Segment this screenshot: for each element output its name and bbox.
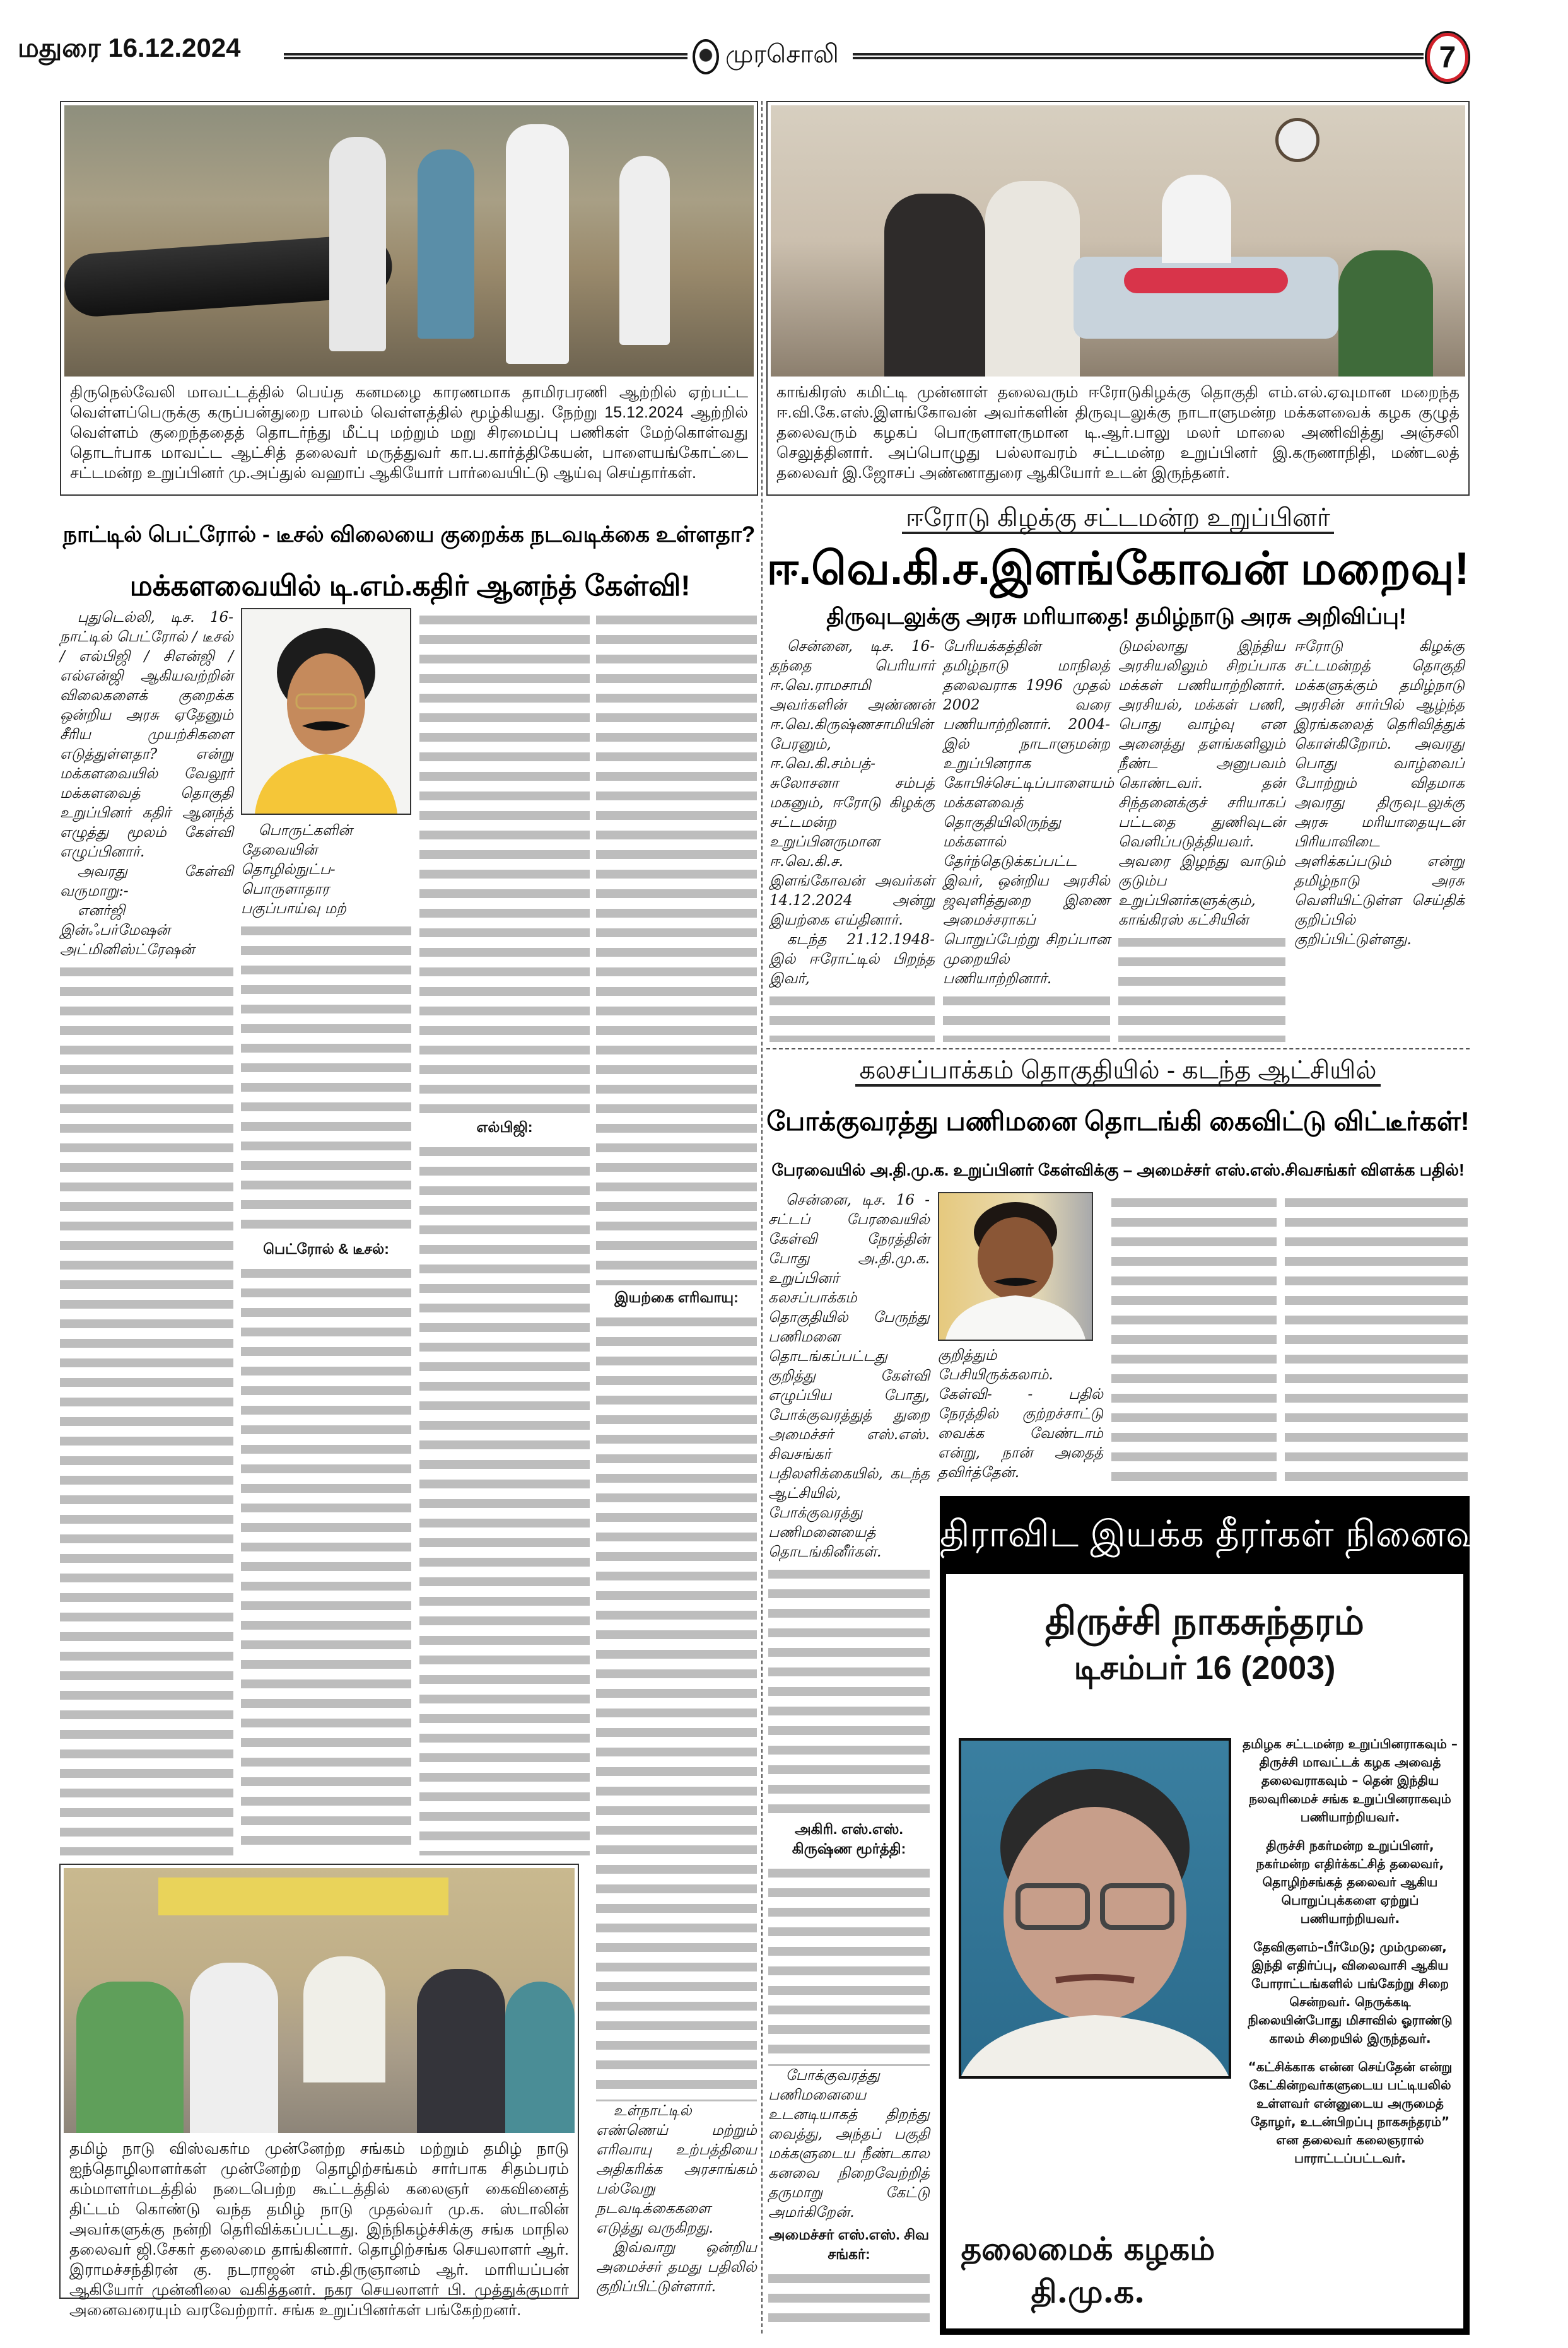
article-text: பேரியக்கத்தின் தமிழ்நாடு மாநிலத் தலைவராக 1996 முதல் 2002 வரை பணியாற்றினார். 2004-இல் நாடாளுமன்ற உறுப்பினராக கோபிச்செட்டிப்பாளையம் மக்களவைத் தொகுதியிலிருந்து மக்களால் தேர்ந்தெடுக்கப்பட்ட இவர், ஒன்றிய அரசில் ஜவுளித்துறை இணை அமைச்சராகப் பொறுப்பேற்று சிறப்பான முறையில் பணியாற்றினார். xyxy=(943,638,1115,987)
subhead-petrol-diesel: பெட்ரோல் & டீசல்: xyxy=(263,1241,389,1257)
text-lines xyxy=(419,1142,590,1855)
article-text: சென்னை, டிச. 16- தந்தை பெரியார் ஈ.வெ.ராமசாமி அவர்களின் அண்ணன் ஈ.வெ.கிருஷ்ணசாமியின் பேரனும், ஈ.வெ.கி.சம்பத்- சுலோசனா சம்பத் மகனும், ஈரோடு கிழக்கு சட்டமன்ற உறுப்பினருமான ஈ.வெ.கி.ச. இளங்கோவன் அவர்கள் 14.12.2024 அன்று இயற்கை எய்தினார். xyxy=(769,638,935,928)
tribute-photo xyxy=(771,105,1465,377)
photo-caption: தமிழ் நாடு விஸ்வகர்ம முன்னேற்ற சங்கம் மற்றும் தமிழ் நாடு ஐந்தொழிலாளர்கள் முன்னேற்ற தொழிற்சங்கம் சார்பாக சிதம்பரம் கம்மாளர்மடத்தில் நடைபெற்ற கூட்டத்தில் கலைஞர் கைவினைத் திட்டம் கொண்டு வந்த தமிழ் நாடு முதல்வர் மு.க. ஸ்டாலின் அவர்களுக்கு நன்றி தெரிவிக்கப்பட்டது. இந்நிகழ்ச்சிக்கு சங்க மாநில தலைவர் ஜி.சேகர் தலைமை தாங்கினார். தொழிற்சங்க செயலாளர் ஆர். இராமச்சந்திரன் கு. நடராஜன் எம்.திருஞானம் ஆர். மாரியப்பன் ஆகியோர் முன்னிலை வகித்தனர். நகர செயலாளர் பி. முத்துக்குமார் அனைவரையும் வரவேற்றார். சங்க உறுப்பினர்கள் பங்கேற்றனர். xyxy=(69,2140,569,2319)
photo-tribute xyxy=(766,101,1470,496)
transport-kicker xyxy=(766,1056,1470,1085)
page-number: 7 xyxy=(1439,40,1456,74)
fuel-headline: நாட்டில் பெட்ரோல் - டீசல் விலையை குறைக்க நடவடிக்கை உள்ளதா? xyxy=(62,522,756,547)
fuel-column-3 xyxy=(419,608,590,1855)
fuel-column-2 xyxy=(241,821,411,1855)
masthead-rule-right xyxy=(853,53,1424,59)
article-text: புதுடெல்லி, டிச. 16- நாட்டில் பெட்ரோல் / டீசல் / எல்பிஜி / சிஎன்ஜி / எல்என்ஜி ஆகியவற்றின் விலைகளைக் குறைக்க ஒன்றிய அரசு ஏதேனும் சீரிய முயற்சிகளை எடுத்துள்ளதா? என்று மக்களவையில் வேலூர் மக்களவைத் தொகுதி உறுப்பினர் கதிர் ஆனந்த் எழுத்து மூலம் கேள்வி எழுப்பினார். xyxy=(60,609,233,860)
transport-column-3 xyxy=(1111,1191,1277,1490)
elangovan-column-4 xyxy=(1294,637,1465,1042)
elangovan-column-2 xyxy=(943,637,1115,1042)
memorial-para: தமிழக சட்டமன்ற உறுப்பினராகவும் – திருச்சி மாவட்டக் கழக அவைத் தலைவராகவும் – தென் இந்திய நலவுரிமைச் சங்க உறுப்பினராகவும் பணியாற்றியவர். xyxy=(1243,1736,1458,1825)
masthead-rule-left xyxy=(284,53,687,59)
memorial-para: திருச்சி நகர்மன்ற உறுப்பினர், நகர்மன்ற எதிர்க்கட்சித் தலைவர், தொழிற்சங்கத் தலைவர் ஆகிய பொறுப்புக்களை ஏற்றுப் பணியாற்றியவர். xyxy=(1256,1838,1444,1926)
kicker-text: ஈரோடு கிழக்கு சட்டமன்ற உறுப்பினர் xyxy=(902,504,1334,534)
text-lines xyxy=(769,991,935,1042)
photo-caption: திருநெல்வேலி மாவட்டத்தில் பெய்த கனமழை காரணமாக தாமிரபரணி ஆற்றில் ஏற்பட்ட வெள்ளப்பெருக்கு கருப்பன்துறை பாலம் வெள்ளத்தில் மூழ்கியது. நேற்று 15.12.2024 ஆற்றில் வெள்ளம் குறைந்ததைத் தொடர்ந்து மீட்பு மற்றும் மறு சிரமைப்பு பணிகள் மேற்கொள்வது தொடர்பாக மாவட்ட ஆட்சித் தலைவர் மருத்துவர் கா.ப.கார்த்திகேயன், பாளையங்கோட்டை சட்டமன்ற உறுப்பினர் மு.அப்துல் வஹாப் ஆகியோர் பார்வையிட்டு ஆய்வு செய்தார்கள். xyxy=(70,383,748,482)
kicker-text: கலசப்பாக்கம் தொகுதியில் - கடந்த ஆட்சியில் xyxy=(855,1056,1380,1087)
article-text: எனர்ஜி இன்ஃபர்மேஷன் அட்மினிஸ்ட்ரேஷன் xyxy=(60,902,195,958)
article-text: போக்குவரத்து பணிமனையை உடனடியாகத் திறந்து வைத்து, அந்தப் பகுதி மக்களுடைய நீண்டகால கனவை நிறைவேற்றித் தருமாறு கேட்டு அமர்கிறேன். xyxy=(768,2067,930,2221)
elangovan-column-3 xyxy=(1118,637,1285,1042)
article-text: அவரது கேள்வி வருமாறு:- xyxy=(60,863,233,899)
article-text: கடந்த 21.12.1948-இல் ஈரோட்டில் பிறந்த இவர், xyxy=(769,932,935,987)
sivasankar-photo xyxy=(938,1192,1093,1341)
signature-party: தி.மு.க. xyxy=(1031,2273,1145,2310)
meeting-photo xyxy=(64,1868,575,2133)
text-lines xyxy=(938,1485,1103,1490)
transport-column-4 xyxy=(1285,1191,1468,1490)
elangovan-subheadline: திருவுடலுக்கு அரசு மரியாதை! தமிழ்நாடு அரசு அறிவிப்பு! xyxy=(826,604,1407,629)
edition-date: மதுரை 16.12.2024 xyxy=(18,33,241,62)
article-text: சென்னை, டிச. 16 - சட்டப் பேரவையில் கேள்வி நேரத்தின் போது அ.தி.மு.க. உறுப்பினர் கலசப்பாக்கம் தொகுதியில் பேருந்து பணிமனை தொடங்கப்பட்டது குறித்து கேள்வி எழுப்பிய போது, போக்குவரத்துத் துறை அமைச்சர் எஸ்.எஸ். சிவசங்கர் பதிலளிக்கையில், கடந்த ஆட்சியில், போக்குவரத்து பணிமனையைத் தொடங்கினீர்கள். xyxy=(768,1192,930,1560)
text-lines xyxy=(1118,933,1285,1042)
memorial-ad xyxy=(940,1496,1568,2335)
memorial-name: திருச்சி நாகசுந்தரம் xyxy=(1045,1600,1364,1642)
transport-subheadline: பேரவையில் அ.தி.மு.க. உறுப்பினர் கேள்விக்கு – அமைச்சர் எஸ்.எஸ்.சிவசங்கர் விளக்க பதில்! xyxy=(771,1160,1465,1179)
article-text: உள்நாட்டில் எண்ணெய் மற்றும் எரிவாயு உற்பத்தியை அதிகரிக்க அரசாங்கம் பல்வேறு நடவடிக்கைகளை எடுத்து வருகிறது. xyxy=(596,2103,757,2236)
photo-flood-inspection xyxy=(60,101,758,496)
memorial-para: தேவிகுளம்–பீர்மேடு; மும்முனை, இந்தி எதிர்ப்பு, விலைவாசி ஆகிய போராட்டங்களில் பங்கேற்று சிறை சென்றவர். நெருக்கடி நிலையின்போது மிசாவில் ஓராண்டு காலம் சிறையில் இருந்தவர். xyxy=(1248,1939,1453,2046)
fuel-column-4 xyxy=(596,608,757,2297)
memorial-body xyxy=(946,1574,1463,2328)
subhead-natural-gas: இயற்கை எரிவாயு: xyxy=(614,1289,739,1305)
transport-column-1 xyxy=(768,1191,930,2332)
text-lines xyxy=(943,991,1110,1042)
elangovan-column-1 xyxy=(769,637,935,1042)
transport-headline: போக்குவரத்து பணிமனை தொடங்கி கைவிட்டு விட்டீர்கள்! xyxy=(766,1106,1470,1136)
text-lines xyxy=(768,2269,930,2332)
paper-name: முரசொலி xyxy=(725,40,839,68)
nagasundaram-portrait xyxy=(959,1738,1231,2079)
text-lines xyxy=(596,610,757,1285)
paper-logo-icon xyxy=(693,39,719,74)
article-text: குறித்தும் பேசியிருக்கலாம். கேள்வி- - பதில் நேரத்தில் குற்றச்சாட்டு வைக்க வேண்டாம் என்று, நான் அதைத் தவிர்த்தேன். xyxy=(938,1347,1103,1481)
text-lines xyxy=(60,962,233,1855)
subhead-member: அகிரி. எஸ்.எஸ். கிருஷ்ண மூர்த்தி: xyxy=(792,1821,906,1857)
article-text: பொருட்களின் தேவையின் தொழில்நுட்ப-பொருளாதார பகுப்பாய்வு மற் xyxy=(241,822,353,917)
subhead-lpg: எல்பிஜி: xyxy=(476,1119,533,1135)
memorial-banner: திராவிட இயக்க தீரர்கள் நினைவு நாள் xyxy=(940,1512,1568,1555)
text-lines xyxy=(596,1312,757,2101)
flood-photo xyxy=(64,105,754,377)
elangovan-headline: ஈ.வெ.கி.ச.இளங்கோவன் மறைவு! xyxy=(766,544,1470,594)
section-divider xyxy=(761,101,763,2333)
text-lines xyxy=(768,1864,930,2066)
signature-headquarters: தலைமைக் கழகம் xyxy=(961,2230,1215,2267)
text-lines xyxy=(241,1264,411,1855)
fuel-subheadline: மக்களவையில் டி.எம்.கதிர் ஆனந்த் கேள்வி! xyxy=(129,569,691,602)
elangovan-kicker xyxy=(766,503,1470,532)
article-text: டுமல்லாது இந்திய அரசியலிலும் சிறப்பாக மக்கள் பணியாற்றினார். அரசியல், மக்கள் பணி, பொது வாழ்வு என அனைத்து தளங்களிலும் நீண்ட அனுபவம் கொண்டவர். தன் சிந்தனைக்குச் சரியாகப் பட்டதை துணிவுடன் வெளிப்படுத்தியவர். அவரை இழந்து வாடும் குடும்ப உறுப்பினர்களுக்கும், காங்கிரஸ் கட்சியின் xyxy=(1118,638,1285,928)
page-number-badge xyxy=(1427,33,1468,82)
memorial-date: டிசம்பர் 16 (2003) xyxy=(1074,1650,1336,1686)
article-text: இவ்வாறு ஒன்றிய அமைச்சர் தமது பதிலில் குறிப்பிட்டுள்ளார். xyxy=(596,2240,757,2295)
article-divider xyxy=(766,1048,1470,1049)
transport-column-2 xyxy=(938,1346,1103,1490)
fuel-column-1 xyxy=(60,608,233,1855)
text-lines xyxy=(419,610,590,1115)
photo-caption: காங்கிரஸ் கமிட்டி முன்னாள் தலைவரும் ஈரோடுகிழக்கு தொகுதி எம்.எல்.ஏவுமான மறைந்த ஈ.வி.கே.எஸ்.இளங்கோவன் அவர்களின் திருவுடலுக்கு நாடாளுமன்ற மக்களவைக் கழக குழுத் தலைவரும் கழகப் பொருளாளருமான டி.ஆர்.பாலு மலர் மாலை அணிவித்து அஞ்சலி செலுத்தினார். அப்பொழுது பல்லாவரம் சட்டமன்ற உறுப்பினர் இ.கருணாநிதி, மண்டலத் தலைவர் இ.ஜோசப் அண்ணாதுரை ஆகியோர் உடன் இருந்தனர். xyxy=(776,383,1460,482)
memorial-para: “கட்சிக்காக என்ன செய்தேன் என்று கேட்கின்றவர்களுடைய பட்டியலில் உள்ளவர் என்னுடைய அருமைத் தோழர், உடன்பிறப்பு நாகசுந்தரம்” என தலைவர் கலைஞரால் பாராட்டப்பட்டவர். xyxy=(1248,2059,1453,2166)
subhead-minister: அமைச்சர் எஸ்.எஸ். சிவ சங்கர்: xyxy=(768,2226,930,2262)
memorial-text xyxy=(1241,1735,1459,2168)
photo-vishwakarma-meeting xyxy=(59,1864,579,2319)
kathir-anand-photo xyxy=(241,608,411,815)
text-lines xyxy=(241,921,411,1237)
article-text: ஈரோடு கிழக்கு சட்டமன்றத் தொகுதி மக்களுக்கும் தமிழ்நாடு அரசின் சார்பில் ஆழ்ந்த இரங்கலைத் தெரிவித்துக் கொள்கிறோம். அவரது பொது வாழ்வைப் போற்றும் விதமாக அவரது திருவுடலுக்கு அரசு மரியாதையுடன் பிரியாவிடை அளிக்கப்படும் என்று தமிழ்நாடு அரசு வெளியிட்டுள்ள செய்திக் குறிப்பில் குறிப்பிட்டுள்ளது. xyxy=(1294,638,1465,948)
text-lines xyxy=(1285,1193,1468,1490)
text-lines xyxy=(768,1565,930,1817)
text-lines xyxy=(1111,1193,1277,1490)
